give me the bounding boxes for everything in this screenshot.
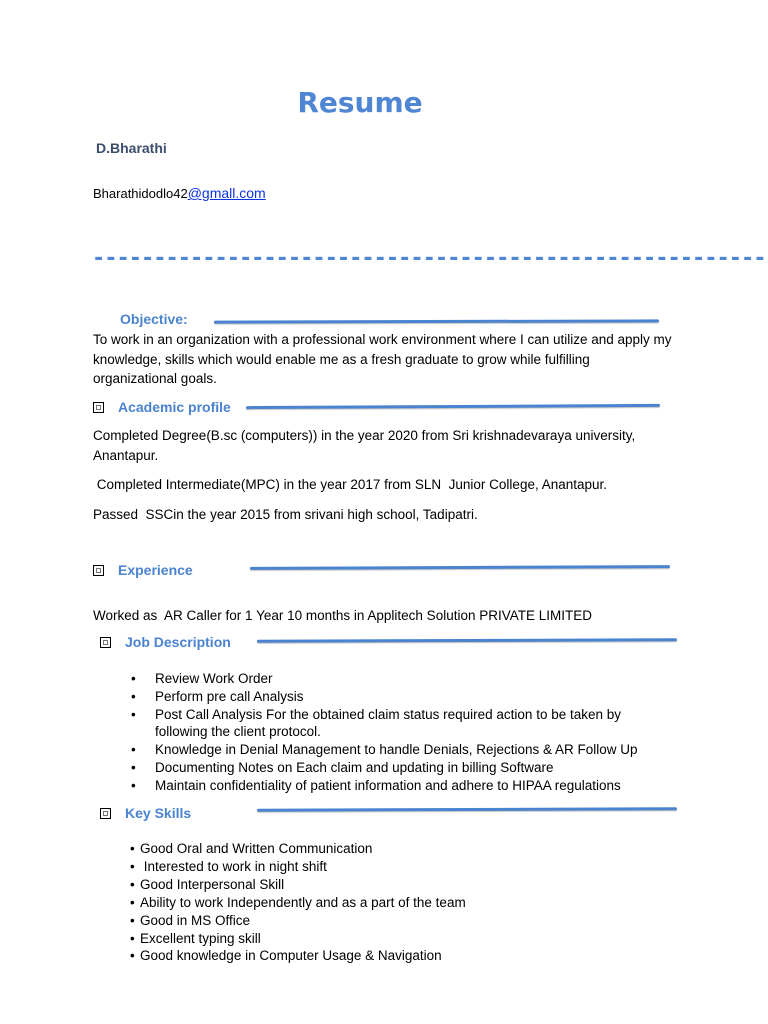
job-heading-label: Job Description (125, 634, 231, 650)
skill-item: • Good knowledge in Computer Usage & Navigation (130, 947, 690, 965)
job-item: • Post Call Analysis For the obtained claim status required action to be taken by following the client protocol. (93, 706, 673, 742)
job-item: • Knowledge in Denial Management to handle Denials, Rejections & AR Follow Up (93, 741, 673, 759)
academic-entry: Completed Intermediate(MPC) in the year 2017 from SLN Junior College, Anantapur. (93, 477, 608, 492)
checkbox-bullet-icon (93, 402, 104, 413)
skills-heading-label: Key Skills (125, 805, 192, 821)
experience-rule (250, 565, 670, 570)
email-link[interactable]: @gmall.com (187, 185, 266, 201)
skill-item: • Excellent typing skill (130, 930, 690, 948)
experience-text: Worked as AR Caller for 1 Year 10 months in Applitech Solution PRIVATE LIMITED (93, 608, 592, 623)
skill-item: • Good Oral and Written Communication (130, 840, 690, 858)
job-item: • Perform pre call Analysis (93, 688, 673, 706)
skills-list (130, 840, 690, 965)
academic-entry: Passed SSCin the year 2015 from srivani high school, Tadipatri. (93, 507, 478, 522)
checkbox-bullet-icon (93, 565, 104, 576)
candidate-name: D.Bharathi (96, 140, 167, 156)
job-rule (257, 638, 677, 642)
job-list (93, 670, 673, 795)
objective-heading: Objective: (120, 311, 188, 327)
checkbox-bullet-icon (100, 808, 111, 819)
skills-heading (100, 805, 191, 821)
resume-title: Resume (297, 86, 423, 119)
experience-heading-label: Experience (118, 562, 193, 578)
skill-item: • Good in MS Office (130, 912, 690, 930)
email-prefix: Bharathidodlo42 (93, 186, 188, 201)
job-item: • Maintain confidentiality of patient information and adhere to HIPAA regulations (93, 777, 673, 795)
job-item: • Review Work Order (93, 670, 673, 688)
dashed-divider: ------------------------------------------------------- (92, 246, 766, 271)
skill-item: • Good Interpersonal Skill (130, 876, 690, 894)
academic-heading-label: Academic profile (118, 399, 231, 415)
email-line (93, 185, 266, 201)
job-item: • Documenting Notes on Each claim and updating in billing Software (93, 759, 673, 777)
job-heading (100, 634, 231, 650)
objective-rule (214, 319, 659, 323)
skills-rule (257, 807, 677, 811)
academic-heading (93, 399, 231, 415)
experience-heading (93, 562, 193, 578)
academic-rule (246, 404, 660, 409)
academic-entry: Completed Degree(B.sc (computers)) in the year 2020 from Sri krishnadevaraya university, Anantapur. (93, 428, 636, 463)
skill-item: • Ability to work Independently and as a part of the team (130, 894, 690, 912)
checkbox-bullet-icon (100, 637, 111, 648)
skill-item: • Interested to work in night shift (130, 858, 690, 876)
objective-text: To work in an organization with a professional work environment where I can utilize and apply my knowledge, skills which would enable me as a fresh graduate to grow while fulfilling organizational goals. (93, 332, 672, 386)
